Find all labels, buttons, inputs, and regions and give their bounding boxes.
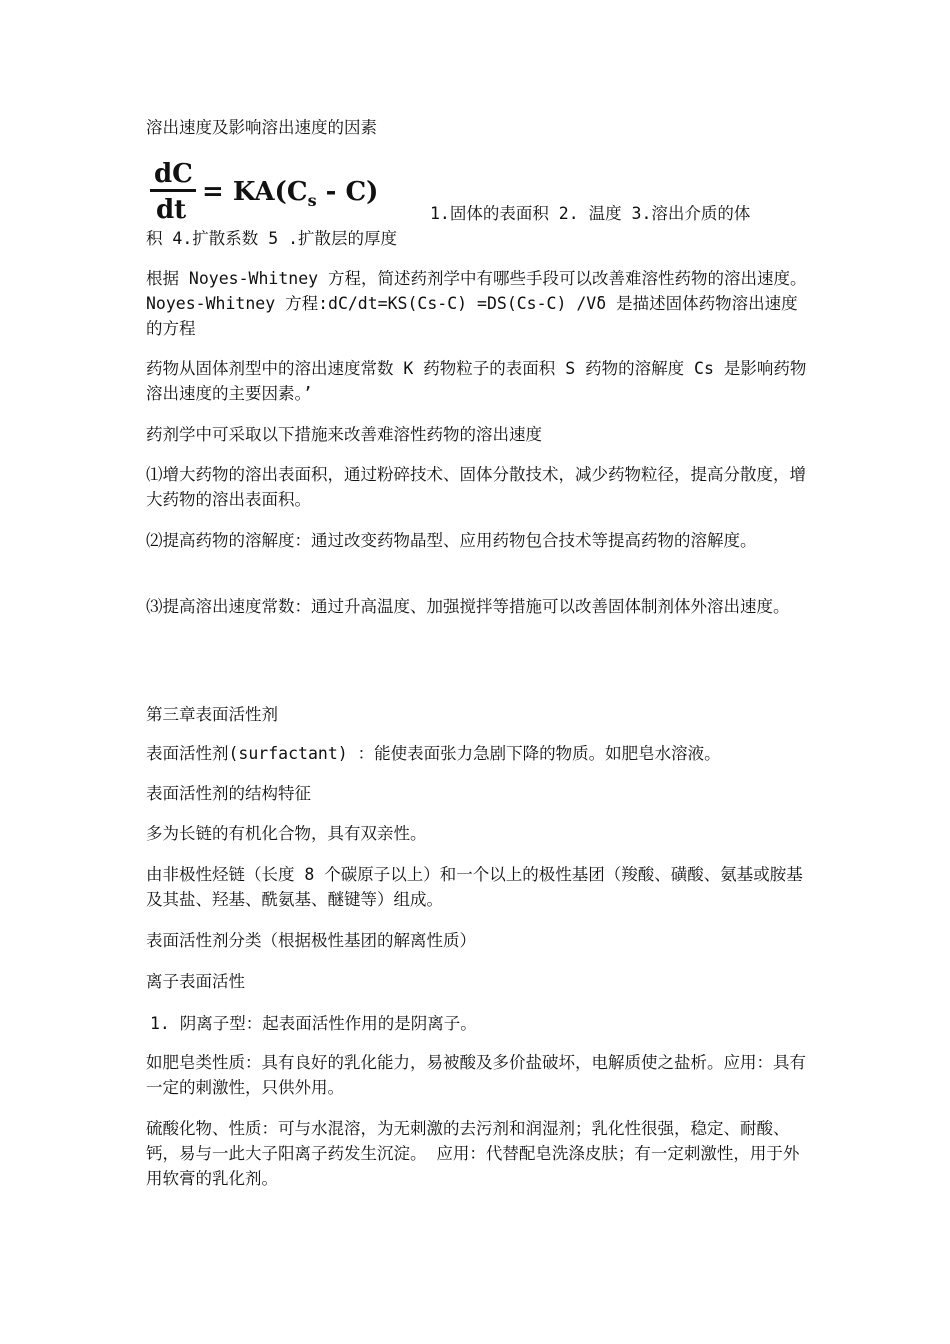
chapter-3-title: 第三章表面活性剂: [146, 705, 278, 724]
factors-line-1: 1.固体的表面积 2. 温度 3.溶出介质的体: [430, 204, 751, 223]
paragraph-measure-3: ⑶提高溶出速度常数：通过升高温度、加强搅拌等措施可以改善固体制剂体外溶出速度。: [146, 597, 790, 616]
paragraph-surfactant-definition: 表面活性剂(surfactant) ：能使表面张力急剧下降的物质。如肥皂水溶液。: [146, 744, 721, 763]
paragraph-sulfate: 硫酸化物、性质：可与水混溶，为无刺激的去污剂和润湿剂；乳化性很强，稳定、耐酸、钙，易与一此大子阳离子药发生沉淀。 应用：代替配皂洗涤皮肤；有一定刺激性，用于外用软膏的乳化剂。: [146, 1119, 800, 1188]
formula-numerator: dC: [154, 159, 193, 189]
formula-rhs-tail: - C): [316, 177, 379, 207]
paragraph-noyes-whitney: 根据 Noyes-Whitney 方程，简述药剂学中有哪些手段可以改善难溶性药物的溶出速度。Noyes-Whitney 方程:dC/dt=KS(Cs-C) =DS(Cs-C) /Vδ 是描述固体药物溶出速度的方程: [146, 269, 807, 338]
paragraph-structure-heading: 表面活性剂的结构特征: [146, 784, 311, 803]
noyes-whitney-formula-image: [148, 158, 428, 222]
paragraph-structure-2: 由非极性烃链（长度 8 个碳原子以上）和一个以上的极性基团（羧酸、磺酸、氨基或胺基及其盐、羟基、酰氨基、醚键等）组成。: [146, 865, 803, 909]
paragraph-measures-intro: 药剂学中可采取以下措施来改善难溶性药物的溶出速度: [146, 425, 542, 444]
paragraph-structure-1: 多为长链的有机化合物，具有双亲性。: [146, 824, 427, 843]
paragraph-anionic: 1. 阴离子型：起表面活性作用的是阴离子。: [150, 1014, 477, 1033]
formula-fraction-bar: [150, 189, 196, 192]
paragraph-ionic: 离子表面活性: [146, 972, 245, 991]
formula-denominator: dt: [156, 195, 187, 222]
formula-rhs: [202, 177, 378, 210]
formula-rhs-main: = KA(C: [202, 177, 308, 207]
paragraph-measure-2: ⑵提高药物的溶解度：通过改变药物晶型、应用药物包合技术等提高药物的溶解度。: [146, 531, 757, 550]
factors-line-2: 积 4.扩散系数 5 .扩散层的厚度: [146, 229, 398, 248]
formula-subscript: s: [307, 191, 317, 210]
section-heading-dissolution: 溶出速度及影响溶出速度的因素: [146, 118, 377, 137]
paragraph-classification: 表面活性剂分类（根据极性基团的解离性质）: [146, 931, 476, 950]
paragraph-dissolution-factors: 药物从固体剂型中的溶出速度常数 K 药物粒子的表面积 S 药物的溶解度 Cs 是影响药物溶出速度的主要因素。’: [146, 359, 807, 403]
paragraph-measure-1: ⑴增大药物的溶出表面积，通过粉碎技术、固体分散技术，减少药物粒径，提高分散度，增大药物的溶出表面积。: [146, 465, 806, 509]
paragraph-soap: 如肥皂类性质：具有良好的乳化能力，易被酸及多价盐破坏，电解质使之盐析。应用：具有一定的刺激性，只供外用。: [146, 1053, 806, 1097]
